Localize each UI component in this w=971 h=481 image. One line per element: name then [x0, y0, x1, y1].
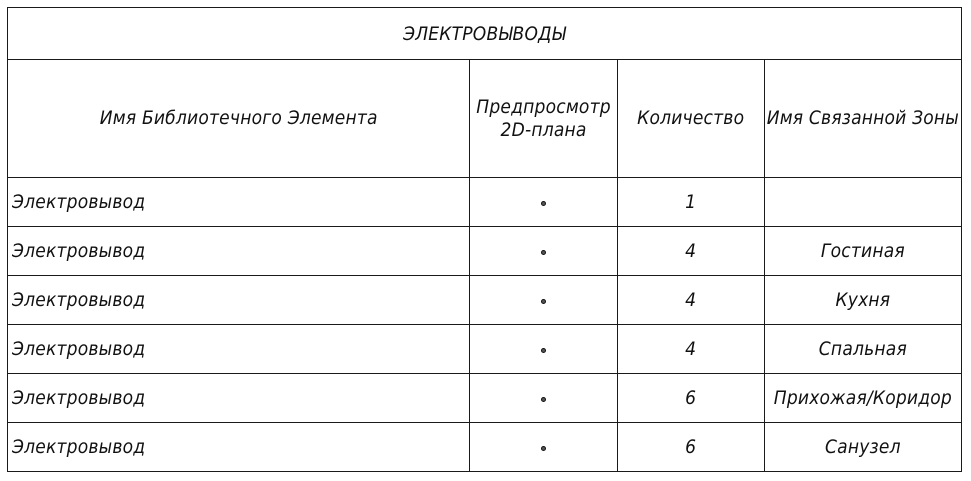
- electrical-outlet-plan-symbol-icon: [541, 397, 546, 402]
- header-2d-plan-preview: [470, 60, 617, 178]
- row-quantity: 4: [617, 325, 764, 374]
- row-preview: [470, 276, 617, 325]
- row-element-name: Электровывод: [8, 178, 470, 227]
- electrical-outlets-schedule-table: [7, 7, 962, 472]
- row-quantity: 4: [617, 227, 764, 276]
- row-quantity: 1: [617, 178, 764, 227]
- row-zone: Прихожая/Коридор: [764, 374, 961, 423]
- row-zone: Санузел: [764, 423, 961, 472]
- table-row: [8, 374, 962, 423]
- table-row: [8, 178, 962, 227]
- schedule-title: ЭЛЕКТРОВЫВОДЫ: [8, 8, 962, 60]
- row-element-name: Электровывод: [8, 276, 470, 325]
- row-element-name: Электровывод: [8, 227, 470, 276]
- header-preview-line1: Предпросмотр: [476, 95, 611, 118]
- row-preview: [470, 227, 617, 276]
- header-preview-line2: 2D-плана: [500, 118, 587, 141]
- schedule-title-row: [8, 8, 962, 60]
- header-quantity: Количество: [617, 60, 764, 178]
- table-row: [8, 227, 962, 276]
- row-preview: [470, 178, 617, 227]
- row-zone: Спальная: [764, 325, 961, 374]
- row-element-name: Электровывод: [8, 374, 470, 423]
- row-quantity: 4: [617, 276, 764, 325]
- row-zone: Гостиная: [764, 227, 961, 276]
- row-preview: [470, 423, 617, 472]
- electrical-outlet-plan-symbol-icon: [541, 250, 546, 255]
- row-zone: Кухня: [764, 276, 961, 325]
- header-library-element-name: Имя Библиотечного Элемента: [8, 60, 470, 178]
- table-row: [8, 423, 962, 472]
- table-row: [8, 276, 962, 325]
- electrical-outlet-plan-symbol-icon: [541, 446, 546, 451]
- column-header-row: [8, 60, 962, 178]
- row-element-name: Электровывод: [8, 325, 470, 374]
- electrical-outlet-plan-symbol-icon: [541, 201, 546, 206]
- row-zone: [764, 178, 961, 227]
- row-quantity: 6: [617, 374, 764, 423]
- row-preview: [470, 374, 617, 423]
- row-quantity: 6: [617, 423, 764, 472]
- table-row: [8, 325, 962, 374]
- electrical-outlet-plan-symbol-icon: [541, 348, 546, 353]
- row-element-name: Электровывод: [8, 423, 470, 472]
- row-preview: [470, 325, 617, 374]
- electrical-outlet-plan-symbol-icon: [541, 299, 546, 304]
- header-linked-zone-name: Имя Связанной Зоны: [764, 60, 961, 178]
